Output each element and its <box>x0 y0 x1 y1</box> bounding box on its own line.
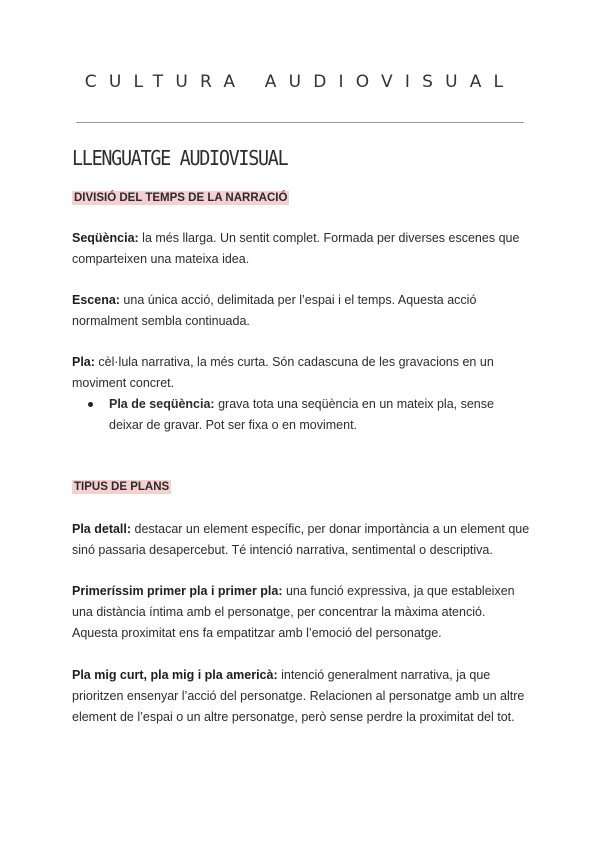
paragraph-pla <box>72 352 532 394</box>
paragraph-pla-mig <box>72 665 532 728</box>
document-header-title: CULTURA AUDIOVISUAL <box>84 72 516 92</box>
term-pla-mig: Pla mig curt, pla mig i pla americà: <box>72 668 278 682</box>
subheading-tipus-plans: TIPUS DE PLANS <box>74 481 170 493</box>
bullet-dot-icon <box>88 402 93 407</box>
term-sequencia: Seqüència: <box>72 231 139 245</box>
list-item-pla-sequencia <box>88 394 518 436</box>
section-title: LLENGUATGE AUDIOVISUAL <box>72 146 288 170</box>
header-divider <box>76 122 524 123</box>
term-escena: Escena: <box>72 293 120 307</box>
term-pla-sequencia: Pla de seqüència: <box>109 397 215 411</box>
paragraph-pla-detall <box>72 519 532 561</box>
definition-pla-detall: destacar un element específic, per donar importància a un element que sinó passaria desapercebut. Té intenció narrativa, sentimental o descriptiva. <box>72 522 530 557</box>
term-primer-pla: Primeríssim primer pla i primer pla: <box>72 584 283 598</box>
definition-primer-pla: una funció expressiva, ja que estableixen una distància íntima amb el personatge, per concentrar la màxima atenció. Aquesta proximitat ens fa empatitzar amb l’emoció del personatge. <box>72 584 515 640</box>
definition-escena: una única acció, delimitada per l’espai i el temps. Aquesta acció normalment sembla continuada. <box>72 293 477 328</box>
term-pla: Pla: <box>72 355 95 369</box>
term-pla-detall: Pla detall: <box>72 522 132 536</box>
definition-pla: cèl·lula narrativa, la més curta. Són cadascuna de les gravacions en un moviment concret. <box>72 355 494 390</box>
definition-sequencia: la més llarga. Un sentit complet. Formada per diverses escenes que comparteixen una mateixa idea. <box>72 231 520 266</box>
definition-pla-sequencia: grava tota una seqüència en un mateix pla, sense deixar de gravar. Pot ser fixa o en moviment. <box>109 397 494 432</box>
paragraph-primer-pla <box>72 581 532 644</box>
subheading-division: DIVISIÓ DEL TEMPS DE LA NARRACIÓ <box>74 192 288 204</box>
definition-pla-mig: intenció generalment narrativa, ja que prioritzen ensenyar l’acció del personatge. Relacionen al personatge amb un altre element de l’espai o un altre personatge, però sense perdre la proximitat del tot. <box>72 668 525 724</box>
paragraph-escena <box>72 290 532 332</box>
paragraph-sequencia <box>72 228 532 270</box>
